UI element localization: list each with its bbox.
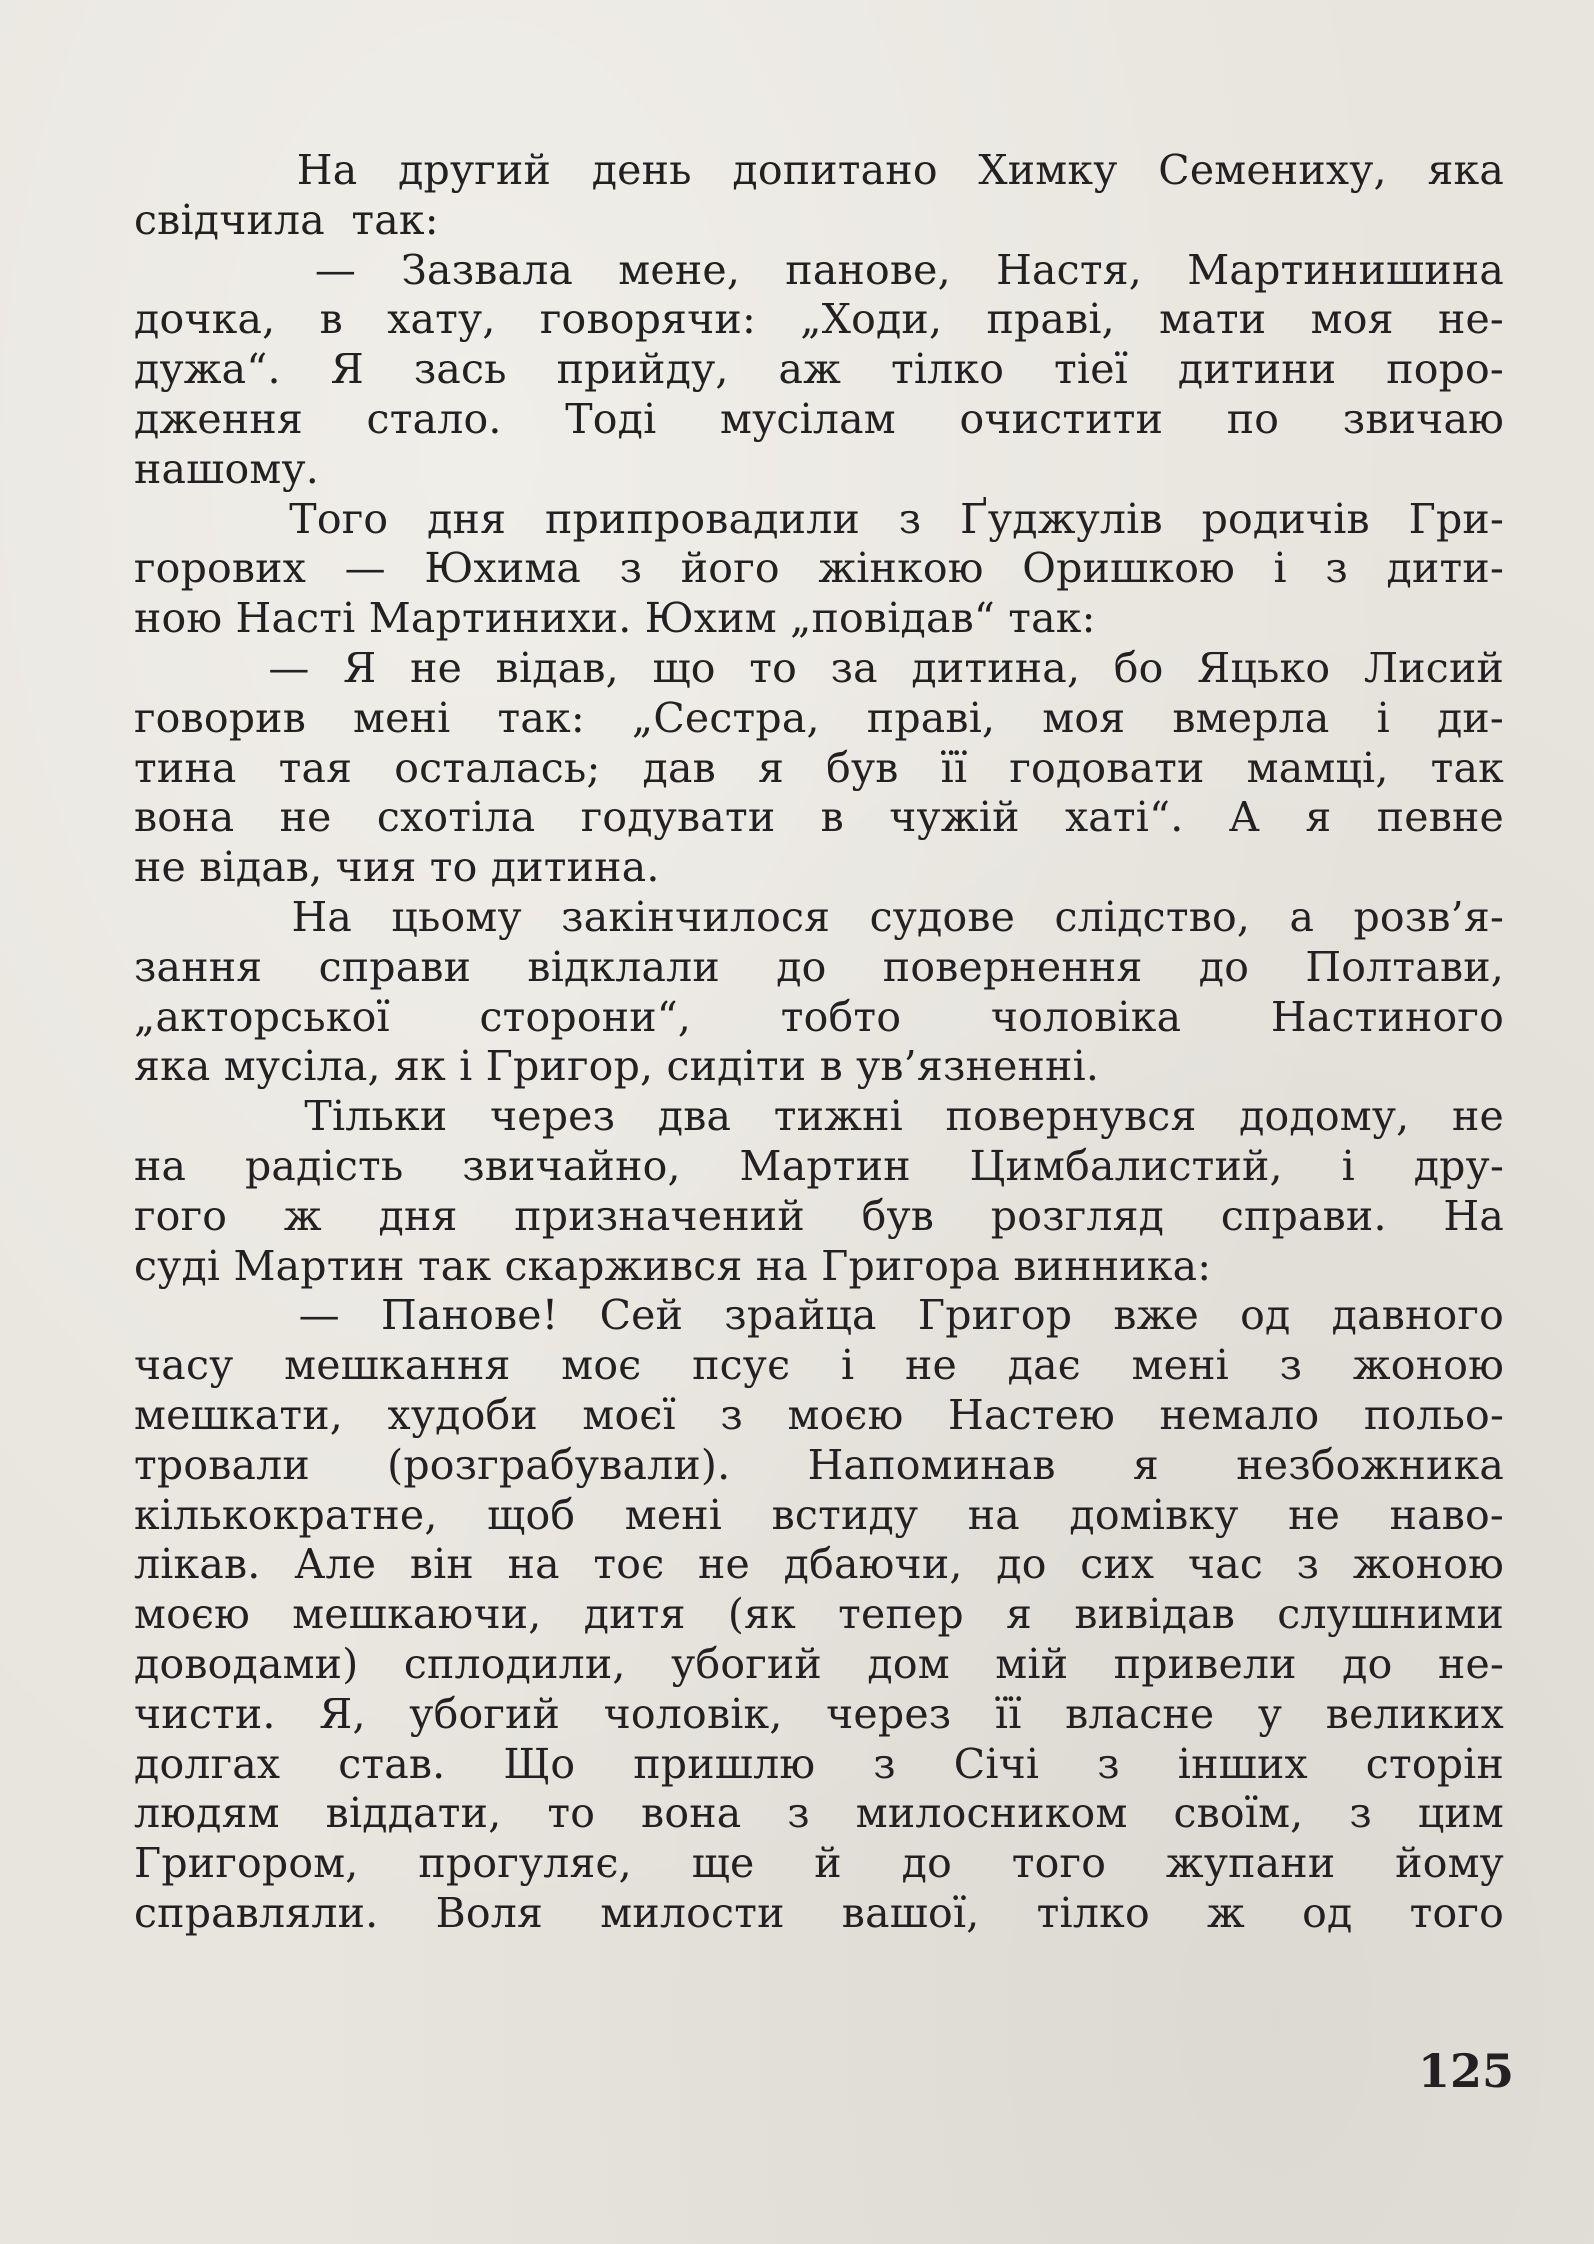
text-line: горових — Юхима з його жінкою Оришкою і з дити- — [134, 544, 1504, 593]
text-line: суді Мартин так скаржився на Григора винника: — [134, 1241, 1212, 1290]
text-line: — Я не відав, що то за дитина, бо Яцько Лисий — [134, 643, 1504, 692]
text-line: мешкати, худоби моєї з моєю Настею немало польо- — [134, 1390, 1504, 1439]
text-line: чисти. Я, убогий чоловік, через її власне у великих — [134, 1689, 1504, 1738]
text-line: Того дня припровадили з Ґуджулів родичів Гри- — [134, 494, 1504, 543]
text-line: тровали (розграбували). Напоминав я незбожника — [134, 1440, 1504, 1489]
text-line: — Панове! Сей зрайца Григор вже од давного — [134, 1291, 1504, 1340]
text-line: долгах став. Що пришлю з Січі з інших сторін — [134, 1739, 1504, 1788]
text-line: лікав. Але він на тоє не дбаючи, до сих час з жоною — [134, 1540, 1504, 1589]
text-line: кількократне, щоб мені встиду на домівку не наво- — [134, 1490, 1504, 1539]
text-line: не відав, чия то дитина. — [134, 843, 660, 892]
text-line: нашому. — [134, 444, 320, 493]
text-line: На цьому закінчилося судове слідство, а розв’я- — [134, 892, 1504, 941]
text-line: на радість звичайно, Мартин Цимбалистий, і дру- — [134, 1141, 1504, 1190]
text-line: На другий день допитано Химку Семениху, яка — [134, 146, 1504, 194]
text-line: тина тая осталась; дав я був її годовати мамці, так — [134, 743, 1504, 792]
text-line: гого ж дня призначений був розгляд справи. На — [134, 1191, 1504, 1240]
text-line: — Зазвала мене, панове, Настя, Мартинишина — [134, 245, 1504, 294]
text-line: доводами) сплодили, убогий дом мій привели до не- — [134, 1639, 1504, 1688]
text-line: яка мусіла, як і Григор, сидіти в ув’язненні. — [134, 1042, 1100, 1091]
text-line: „акторської сторони“, тобто чоловіка Настиного — [134, 992, 1504, 1041]
text-line: дження стало. Тоді мусілам очистити по звичаю — [134, 394, 1504, 443]
text-line: Григором, прогуляє, ще й до того жупани йому — [134, 1839, 1504, 1888]
page-number: 125 — [1417, 2044, 1514, 2098]
page-body-text — [134, 146, 1504, 1939]
text-line: моєю мешкаючи, дитя (як тепер я вивідав слушними — [134, 1590, 1504, 1639]
text-line: Тільки через два тижні повернувся додому, не — [134, 1092, 1504, 1141]
text-line: дочка, в хату, говорячи: „Ходи, праві, мати моя не- — [134, 295, 1504, 344]
text-line: ною Насті Мартинихи. Юхим „повідав“ так: — [134, 594, 1096, 643]
text-line: дужа“. Я зась прийду, аж тілко тіеї дитини поро- — [134, 345, 1504, 394]
text-line: вона не схотіла годувати в чужій хаті“. А я певне — [134, 793, 1504, 842]
text-line: говорив мені так: „Сестра, праві, моя вмерла і ди- — [134, 693, 1504, 742]
text-line: свідчила так: — [134, 195, 439, 244]
text-line: зання справи відклали до повернення до Полтави, — [134, 942, 1504, 991]
text-line: часу мешкання моє псує і не дає мені з жоною — [134, 1341, 1504, 1390]
text-line: людям віддати, то вона з милосником своїм, з цим — [134, 1789, 1504, 1838]
text-line: справляли. Воля милости вашої, тілко ж од того — [134, 1888, 1504, 1937]
